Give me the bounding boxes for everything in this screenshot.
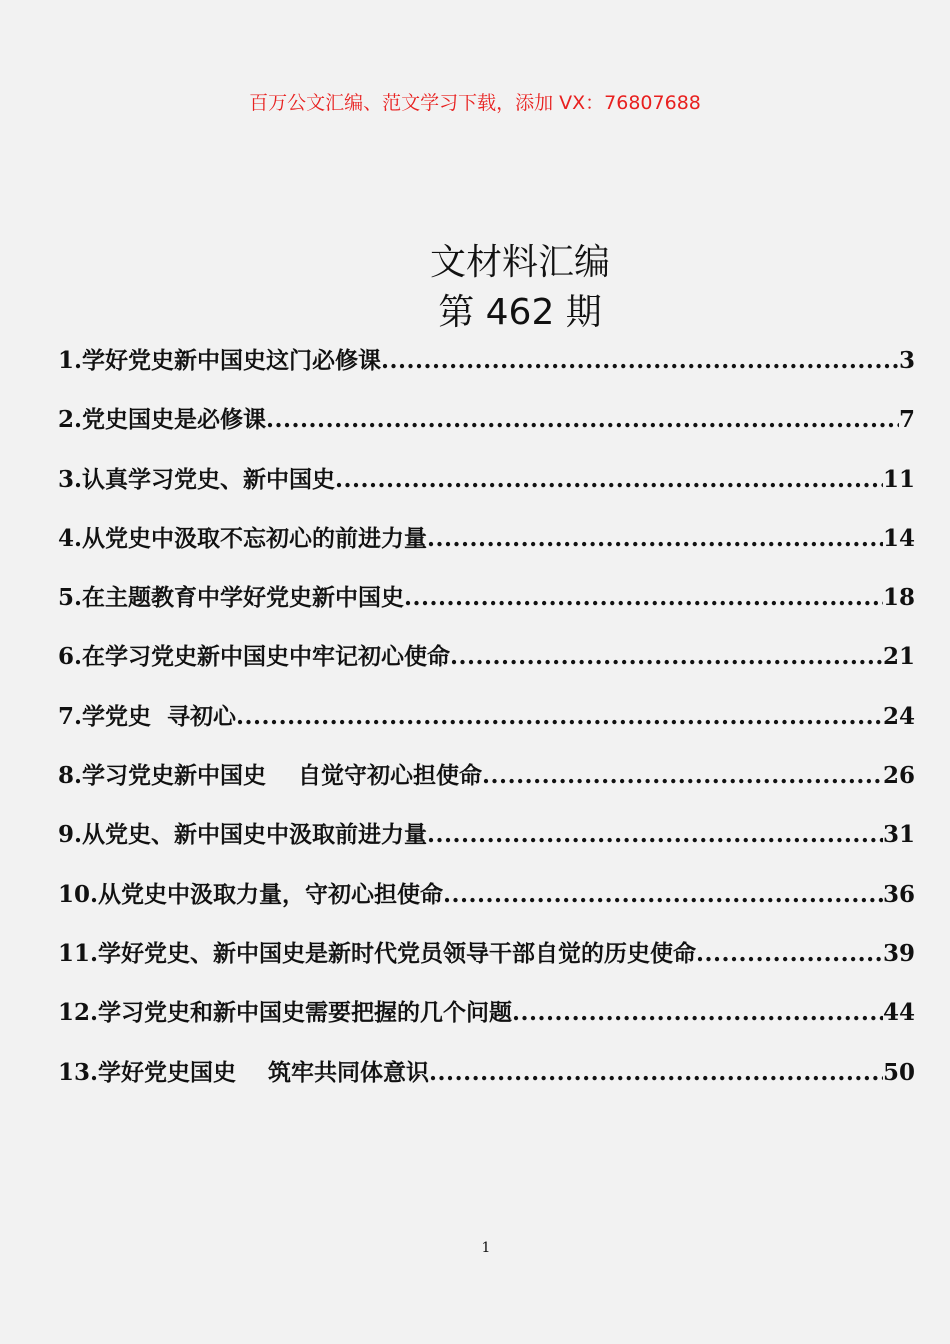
toc-leader-dots	[427, 821, 883, 848]
toc-leader-dots	[335, 466, 883, 493]
toc-entry-title: 3.认真学习党史、新中国史	[58, 465, 336, 493]
toc-entry-page: 50	[882, 1058, 915, 1086]
toc-entry-page: 31	[882, 821, 915, 849]
toc-entry[interactable]	[58, 994, 915, 1053]
toc-entry-title: 13.学好党史国史 筑牢共同体意识	[58, 1058, 430, 1086]
toc-entry[interactable]	[58, 401, 915, 460]
toc-leader-dots	[696, 940, 883, 967]
toc-entry[interactable]	[58, 520, 915, 579]
document-title: 文材料汇编	[429, 242, 610, 283]
toc-leader-dots	[404, 584, 883, 611]
toc-entry-page: 39	[882, 939, 915, 967]
toc-entry-page: 24	[882, 702, 915, 730]
toc-entry-page: 21	[882, 643, 915, 671]
toc-entry-page: 3	[898, 347, 915, 374]
toc-entry[interactable]	[58, 816, 915, 875]
toc-leader-dots	[236, 703, 883, 730]
toc-entry-page: 11	[882, 465, 915, 493]
toc-entry-title: 7.学党史 寻初心	[58, 702, 237, 730]
toc-leader-dots	[512, 999, 883, 1026]
toc-entry[interactable]	[58, 638, 915, 697]
toc-entry-title: 8.学习党史新中国史 自觉守初心担使命	[58, 762, 483, 790]
toc-leader-dots	[450, 643, 883, 670]
toc-leader-dots	[443, 881, 883, 908]
toc-leader-dots	[266, 406, 899, 433]
toc-entry-page: 18	[882, 584, 915, 612]
toc-entry-title: 5.在主题教育中学好党史新中国史	[58, 584, 405, 612]
toc-entry-title: 12.学习党史和新中国史需要把握的几个问题	[58, 999, 513, 1027]
toc-entry-page: 26	[882, 762, 915, 790]
toc-entry-page: 36	[882, 880, 915, 908]
toc-entry[interactable]	[58, 461, 915, 520]
toc-entry[interactable]	[58, 757, 915, 816]
toc-entry-page: 7	[898, 406, 915, 434]
toc-entry-page: 44	[882, 999, 915, 1027]
toc-entry[interactable]	[58, 579, 915, 638]
toc-entry-title: 11.学好党史、新中国史是新时代党员领导干部自觉的历史使命	[58, 939, 697, 967]
toc-leader-dots	[429, 1059, 883, 1086]
page-number: 1	[481, 1240, 491, 1256]
table-of-contents	[58, 342, 915, 1113]
toc-entry-title: 6.在学习党史新中国史中牢记初心使命	[58, 643, 451, 671]
toc-entry-title: 10.从党史中汲取力量，守初心担使命	[58, 880, 444, 908]
toc-leader-dots	[482, 762, 883, 789]
toc-entry[interactable]	[58, 1054, 915, 1113]
issue-number: 第 462 期	[438, 292, 602, 333]
toc-entry-title: 2.党史国史是必修课	[58, 406, 267, 434]
toc-leader-dots	[381, 347, 899, 374]
toc-entry[interactable]	[58, 342, 915, 401]
toc-entry[interactable]	[58, 935, 915, 994]
toc-entry[interactable]	[58, 698, 915, 757]
toc-entry[interactable]	[58, 876, 915, 935]
toc-leader-dots	[427, 525, 883, 552]
toc-entry-title: 9.从党史、新中国史中汲取前进力量	[58, 821, 428, 849]
toc-entry-page: 14	[882, 524, 915, 552]
toc-entry-title: 1.学好党史新中国史这门必修课	[58, 347, 382, 374]
header-note: 百万公文汇编、范文学习下载，添加 VX：76807688	[249, 92, 701, 114]
toc-entry-title: 4.从党史中汲取不忘初心的前进力量	[58, 524, 428, 552]
